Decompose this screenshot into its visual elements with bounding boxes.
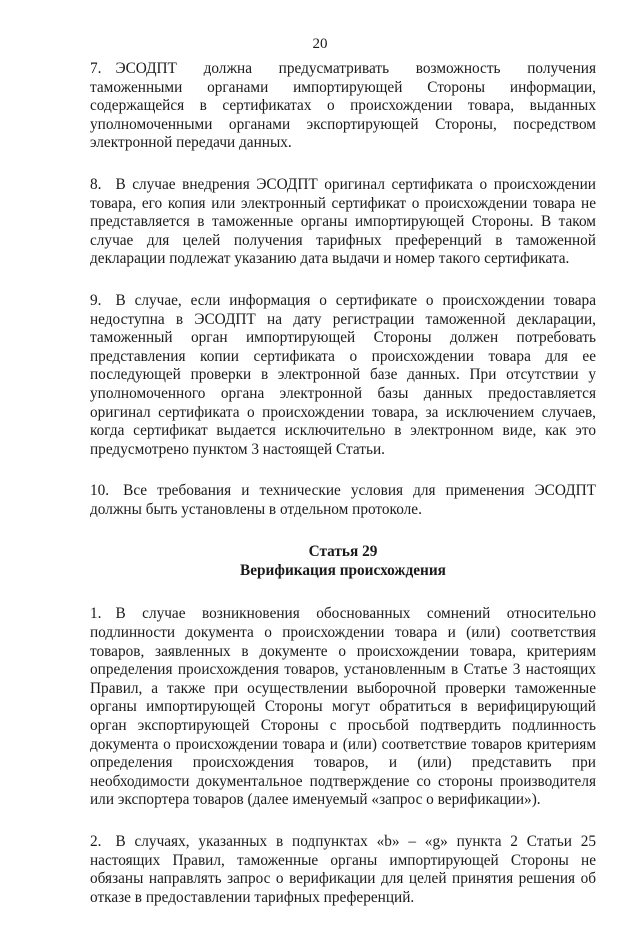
paragraph-number: 2.	[90, 833, 102, 850]
paragraph-10	[90, 482, 596, 519]
paragraph-text: В случае внедрения ЭСОДПТ оригинал сертификата о происхождении товара, его копия или электронный сертификат о происхождении товара не представляется в таможенные органы импортирующей Стороны. В таком случае для целей получения тарифных преференций в таможенной декларации подлежат указанию дата выдачи и номер такого сертификата.	[90, 175, 596, 268]
article-subtitle: Верификация происхождения	[240, 562, 446, 580]
page-number: 20	[312, 36, 328, 52]
article-title: Статья 29	[308, 543, 378, 561]
paragraph-number: 1.	[90, 605, 102, 623]
article-heading	[90, 542, 596, 580]
document-body	[90, 60, 596, 930]
article-29-paragraph-2	[90, 833, 596, 907]
paragraph-text: В случаях, указанных в подпунктах «b» – «g» пункта 2 Статьи 25 настоящих Правил, таможенные органы импортирующей Стороны не обязаны направлять запрос о верификации для целей принятия решения об отказе в предоставлении тарифных преференций.	[90, 833, 596, 906]
paragraph-7	[90, 60, 596, 153]
paragraph-text: Все требования и технические условия для применения ЭСОДПТ должны быть установлены в отдельном протоколе.	[90, 482, 596, 518]
paragraph-9	[90, 292, 596, 459]
paragraph-text: В случае, если информация о сертификате о происхождении товара недоступна в ЭСОДПТ на дату регистрации таможенной декларации, таможенный орган импортирующей Стороны должен потребовать представления копии сертификата о происхождении товара для ее последующей проверки в электронной базе данных. При отсутствии у уполномоченного органа электронной базы данных предоставляется оригинал сертификата о происхождении товара, за исключением случаев, когда сертификат выдается исключительно в электронном виде, как это предусмотрено пунктом 3 настоящей Статьи.	[90, 291, 596, 458]
paragraph-text: ЭСОДПТ должна предусматривать возможность получения таможенными органами импортирующей Стороны информации, содержащейся в сертификатах о происхождении товара, выданных уполномоченными органами экспортирующей Стороны, посредством электронной передачи данных.	[90, 60, 596, 152]
paragraph-number: 7.	[90, 60, 102, 77]
paragraph-number: 9.	[90, 291, 102, 309]
article-29-paragraph-1	[90, 605, 596, 810]
paragraph-8	[90, 176, 596, 269]
paragraph-number: 8.	[90, 175, 102, 193]
paragraph-text: В случае возникновения обоснованных сомнений относительно подлинности документа о происхождении товара и (или) соответствия товаров, заявленных в документе о происхождении товара, критериям определения происхождения товаров, установленным в Статье 3 настоящих Правил, а также при осуществлении выборочной проверки таможенные органы импортирующей Стороны могут обратиться в верифицирующий орган экспортирующей Стороны с просьбой подтвердить подлинность документа о происхождении товара и (или) соответствие товаров критериям определения происхождения товаров, и (или) представить при необходимости документальное подтверждение со стороны производителя или экспортера товаров (далее именуемый «запрос о верификации»).	[90, 605, 596, 809]
paragraph-number: 10.	[90, 482, 110, 500]
